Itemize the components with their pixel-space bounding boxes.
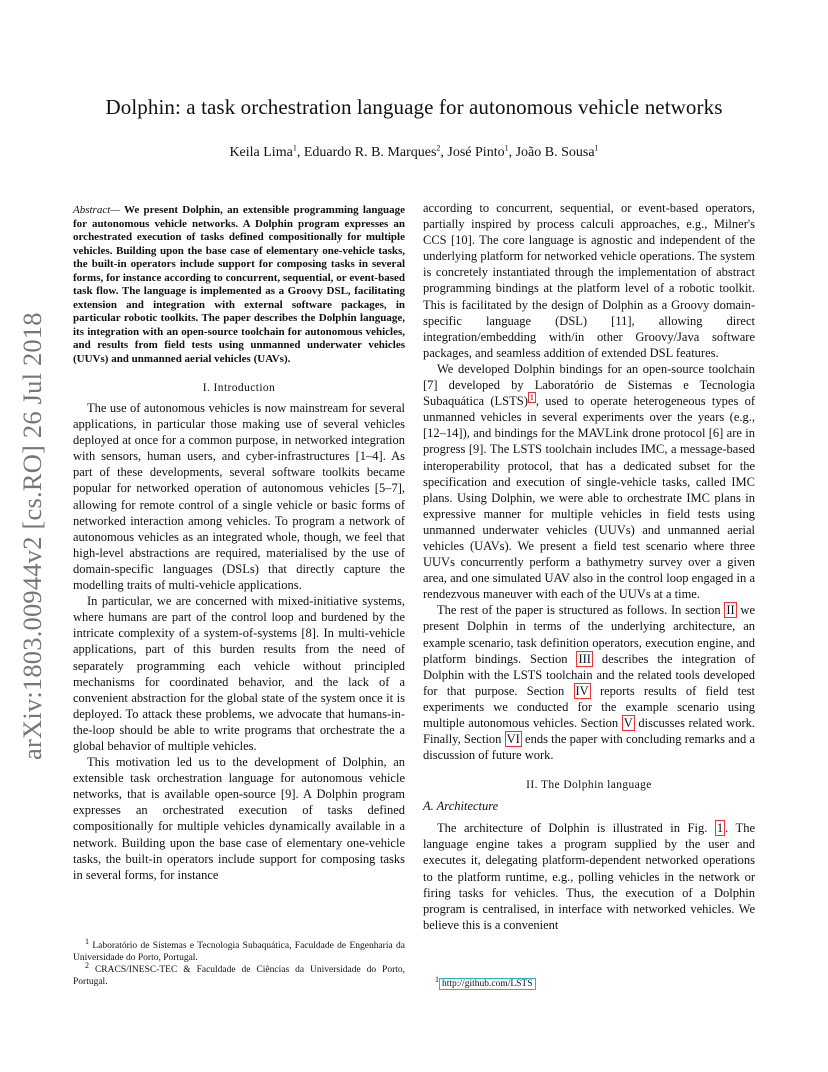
section-link[interactable]: IV — [575, 683, 589, 698]
footnote-link[interactable]: 1 — [529, 392, 534, 402]
abstract-lead: Abstract— — [73, 204, 121, 216]
footnote-mark: 2 — [85, 960, 89, 970]
section-link[interactable]: V — [623, 716, 633, 730]
subsection-heading-architecture: A. Architecture — [423, 799, 499, 814]
footnote-mark: 1 — [435, 974, 439, 984]
footnote-url — [435, 974, 536, 989]
paragraph: The architecture of Dolphin is illustrated in Fig. 1 . The language engine takes a program supplied by the user and executes it, delegating platform-dependent networked operations to the platform runtime, e.g., polling vehicles in the network or firing tasks for vehicles. Thus, the execution of a Dolphin program is centralised, in interface with networked vehicles. We believe this is a convenient — [423, 821, 755, 932]
github-link[interactable]: http://github.com/LSTS — [439, 978, 536, 990]
affiliation-mark: 1 — [504, 143, 509, 153]
paragraph: This motivation led us to the development of Dolphin, an extensible task orchestration language for autonomous vehicle networks, that is available open-source [9]. A Dolphin program expresses an orchestrated execution of tasks defined compositionally for multiple vehicles dynamically available in a network. Building upon the base case of elementary one-vehicle tasks, the built-in operators include support for composing tasks in several forms, for instance — [73, 755, 405, 882]
author-name: José Pinto — [447, 145, 505, 160]
author-list: Keila Lima$^1$, Eduardo R. B. Marques$^2$, José Pinto$^1$, João B. Sousa$^1$ — [229, 143, 599, 160]
abstract — [73, 204, 405, 366]
right-column — [423, 200, 755, 933]
paragraph: We developed Dolphin bindings for an open-source toolchain [7] developed by Laboratório de Sistemas e Tecnologia Subaquática (LSTS) $^1$ , used to operate heterogeneous types of unmanned vehicles in several experiments over the years (e.g., [12–14]), and bindings for the MAVLink drone protocol [6] are in progress [9]. The LSTS toolchain includes IMC, a message-based interoperability protocol, that has a dedicated subset for the specification and execution of single-vehicle tasks, called IMC plans. Using Dolphin, we were able to orchestrate IMC plans in expressive manner for multiple vehicles in field tests using unmanned underwater vehicles (UUVs) and unmanned aerial vehicles (UAVs). We present a field test scenario where three UUVs concurrently perform a bathymetry survey over a given area, and one simulated UAV also in the control loop engaged in a rendezvous maneuver with each of the UUVs at a time. — [423, 361, 755, 602]
arxiv-identifier: arXiv:1803.00944v2 [cs.RO] 26 Jul 2018 — [17, 312, 47, 760]
paragraph: The rest of the paper is structured as follows. In section II we present Dolphin in terms of the underlying architecture, an example scenario, task definition operators, execution engine, and platform bindings. Section III describes the integration of Dolphin with the LSTS toolchain and the related tools developed for that purpose. Section IV reports results of field test experiments we conducted for the example scenario using multiple autonomous vehicles. Section V discusses related work. Finally, Section VI ends the paper with concluding remarks and a discussion of future work. — [423, 603, 756, 763]
paper-title: Dolphin: a task orchestration language for autonomous vehicle networks — [105, 95, 723, 119]
paragraph: according to concurrent, sequential, or event-based operators, partially inspired by process calculi approaches, e.g., Milner's CCS [10]. The core language is agnostic and independent of the underlying platform for networked vehicle operations. The system is concretely instantiated through the implementation of abstract programming bindings at the platform level of a robotic toolkit. This is facilitated by the design of Dolphin as a Groovy domain-specific language (DSL) [11], allowing direct integration/embedding with/in other Groovy/Java software packages, and seamless addition of extended DSL features. — [423, 201, 755, 360]
section-link[interactable]: VI — [506, 732, 520, 747]
author-name: João B. Sousa — [515, 145, 595, 160]
paragraph: In particular, we are concerned with mixed-initiative systems, where humans are part of the control loop and burdened by the intricate complexity of a system-of-systems [8]. In multi-vehicle applications, part of this burden results from the need of separately programming each vehicle without principled mechanisms for coordinated behavior, and the lack of a convenient abstraction for the global state of the system once it is deployed. To attack these problems, we advocate that humans-in-the-loop should be able to write programs that orchestrate the a global behavior of multiple vehicles. — [73, 594, 405, 753]
footnote-2: $^2$ CRACS/INESC-TEC & Faculdade de Ciências da Universidade do Porto, Portugal. — [73, 960, 406, 987]
affiliation-mark: 1 — [594, 143, 599, 153]
author-name: Keila Lima — [229, 145, 293, 160]
abstract-text: We present Dolphin, an extensible programming language for autonomous vehicle networks. A Dolphin program expresses an orchestrated execution of tasks defined compositionally for multiple vehicles. Building upon the base case of elementary one-vehicle tasks, the built-in operators include support for composing tasks in several forms, for instance according to concurrent, sequential, or event-based task flow. The language is implemented as a Groovy DSL, facilitating extension and integration with external software packages, in particular robotic toolkits. The paper describes the Dolphin language, its integration with an open-source toolchain for autonomous vehicles, and results from field tests using unmanned underwater vehicles (UUVs) and unmanned aerial vehicles (UAVs). — [73, 204, 405, 365]
footnote-mark: 1 — [85, 936, 89, 946]
affiliation-mark: 2 — [436, 143, 441, 153]
section-link[interactable]: II — [726, 603, 735, 618]
affiliation-mark: 1 — [292, 143, 297, 153]
paragraph: The use of autonomous vehicles is now mainstream for several applications, in particular those making use of several vehicles deployed at once for a common purpose, in networked integration with sensors, human users, and cyber-infrastructures [1–4]. As part of these developments, several software toolkits became popular for networked operation of autonomous vehicles [5–7], allowing for remote control of a single vehicle or basic forms of networked interaction among vehicles. To program a network of autonomous vehicles as an integrated whole, though, we feel that high-level abstractions are required, materialised by the use of domain-specific languages (DSLs) that directly capture the modelling traits of multi-vehicle applications. — [73, 401, 405, 593]
section-link[interactable]: III — [578, 651, 591, 666]
author-name: Eduardo R. B. Marques — [303, 145, 437, 160]
section-heading-dolphin-language: II. The Dolphin language — [526, 779, 652, 792]
section-heading-introduction: I. Introduction — [202, 382, 276, 394]
footnote-1: $^1$ Laboratório de Sistemas e Tecnologia Subaquática, Faculdade de Engenharia da Universidade do Porto, Portugal. — [73, 936, 405, 963]
footnotes — [73, 936, 406, 988]
left-column — [73, 200, 405, 883]
figure-link[interactable]: 1 — [716, 821, 724, 836]
